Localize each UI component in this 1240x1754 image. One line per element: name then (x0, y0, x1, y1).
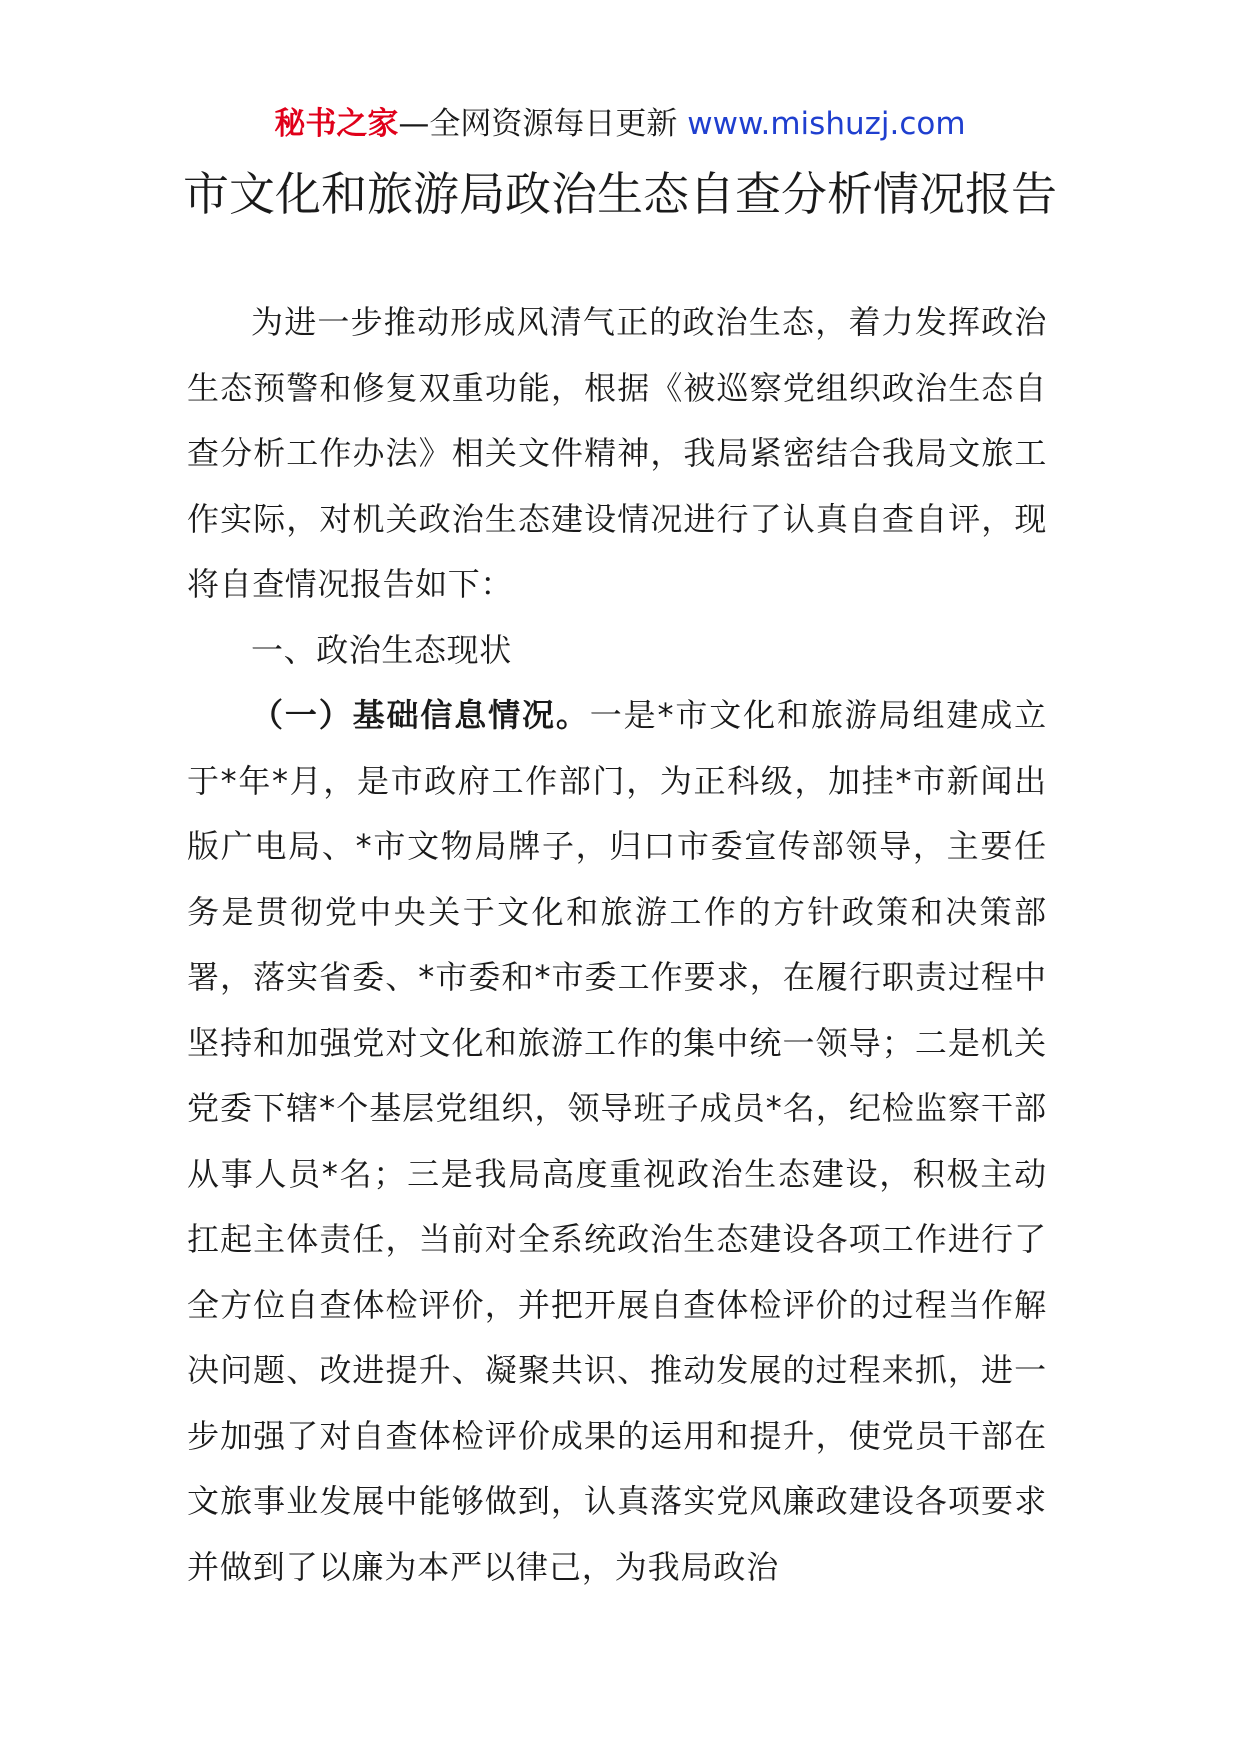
subsection-text: 一是*市文化和旅游局组建成立于*年*月，是市政府工作部门，为正科级，加挂*市新闻出版广电局、*市文物局牌子，归口市委宣传部领导，主要任务是贯彻党中央关于文化和旅游工作的方针政策和决策部署，落实省委、*市委和*市委工作要求，在履行职责过程中坚持和加强党对文化和旅游工作的集中统一领导；二是机关党委下辖*个基层党组织，领导班子成员*名，纪检监察干部从事人员*名；三是我局高度重视政治生态建设，积极主动扛起主体责任，当前对全系统政治生态建设各项工作进行了全方位自查体检评价，并把开展自查体检评价的过程当作解决问题、改进提升、凝聚共识、推动发展的过程来抓，进一步加强了对自查体检评价成果的运用和提升，使党员干部在文旅事业发展中能够做到，认真落实党风廉政建设各项要求并做到了以廉为本严以律己，为我局政治 (187, 696, 1047, 1586)
section-heading: 一、政治生态现状 (251, 631, 512, 669)
header-slogan: —全网资源每日更新 (398, 106, 678, 142)
brand-name: 秘书之家 (274, 106, 399, 142)
subsection-paragraph (187, 683, 1047, 1600)
subsection-heading: （一）基础信息情况。 (251, 696, 590, 734)
site-header (0, 100, 1240, 148)
intro-block (187, 290, 1047, 618)
section-heading-block (187, 618, 1047, 684)
document-title: 市文化和旅游局政治生态自查分析情况报告 (183, 167, 1057, 221)
subsection-block (187, 683, 1047, 1600)
site-url-link[interactable]: www.mishuzj.com (687, 106, 966, 142)
intro-paragraph: 为进一步推动形成风清气正的政治生态，着力发挥政治生态预警和修复双重功能，根据《被巡察党组织政治生态自查分析工作办法》相关文件精神，我局紧密结合我局文旅工作实际，对机关政治生态建设情况进行了认真自查自评，现将自查情况报告如下： (187, 303, 1047, 603)
